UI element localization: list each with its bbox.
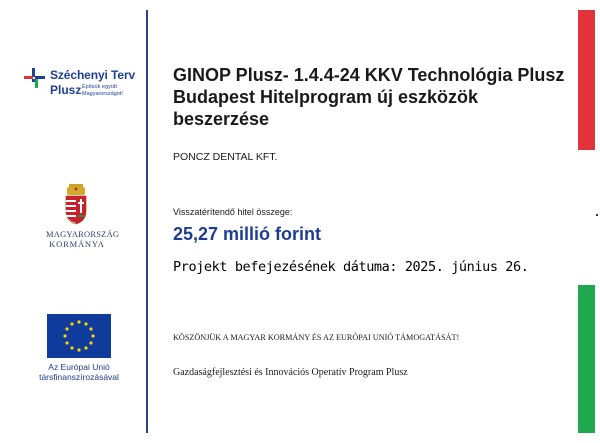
szechenyi-line2: Plusz: [50, 83, 82, 97]
szechenyi-line1: Széchenyi Terv: [50, 68, 136, 82]
szechenyi-cross-icon: [24, 68, 46, 90]
loan-label: Visszatérítendő hitel összege:: [173, 207, 293, 217]
eu-line1: Az Európai Unió: [48, 362, 110, 372]
project-title: GINOP Plusz- 1.4.4-24 KKV Technológia Plusz Budapest Hitelprogram új eszközök beszerzése: [173, 65, 565, 129]
eu-logo: [30, 314, 140, 384]
vertical-divider: [146, 10, 148, 433]
szechenyi-terv-logo: [24, 64, 144, 114]
completion-date: Projekt befejezésének dátuma: 2025. június 26.: [173, 259, 529, 275]
thanks-note: KÖSZÖNJÜK A MAGYAR KORMÁNY ÉS AZ EURÓPAI UNIÓ TÁMOGATÁSÁT!: [173, 333, 460, 342]
eu-flag-icon: [47, 314, 111, 358]
flag-stripe-green: [578, 285, 595, 433]
program-name: Gazdaságfejlesztési és Innovációs Operatív Program Plusz: [173, 367, 408, 378]
eu-line2: társfinanszírozásával: [39, 372, 119, 382]
coat-of-arms-icon: [64, 183, 88, 225]
szechenyi-tagline: Építsük együtt Magyarországot!: [82, 84, 123, 97]
government-line1: MAGYARORSZÁG: [46, 229, 120, 239]
company-name: PONCZ DENTAL KFT.: [173, 151, 278, 163]
decorative-dot: [596, 214, 598, 216]
flag-stripe-red: [578, 10, 595, 150]
loan-amount: 25,27 millió forint: [173, 224, 322, 244]
government-line2: KORMÁNYA: [49, 239, 105, 249]
government-logo: [46, 183, 136, 253]
logo-column: [0, 0, 146, 443]
